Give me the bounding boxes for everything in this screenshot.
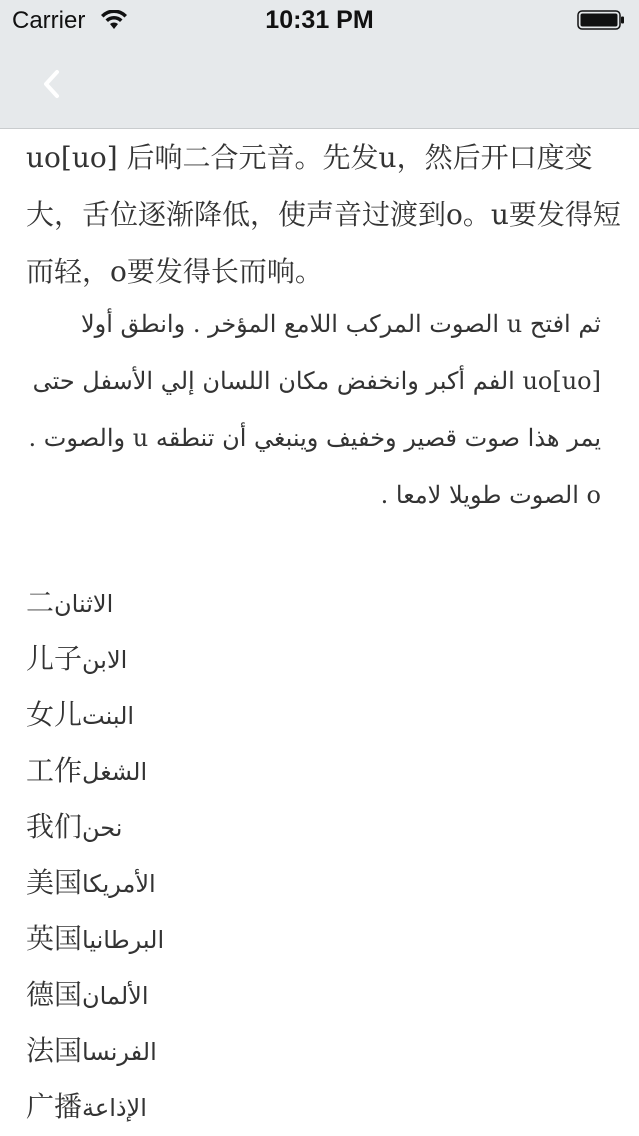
vocab-arabic: الفرنسا (82, 1038, 157, 1066)
vocab-item (26, 967, 149, 1023)
vocab-item (26, 911, 164, 967)
vocab-arabic: البرطانيا (82, 926, 165, 954)
chevron-left-icon (39, 68, 65, 100)
vocab-item (26, 1023, 157, 1079)
vocab-arabic: الشغل (82, 758, 148, 786)
vocab-chinese: 工作 (26, 754, 83, 787)
lesson-content (0, 129, 639, 1136)
vocab-chinese: 法国 (26, 1034, 83, 1067)
vocab-arabic: نحن (82, 814, 123, 842)
vocab-arabic: البنت (82, 702, 135, 730)
arabic-explanation: ثم افتح u الصوت المركب اللامع المؤخر . وانطق أولا [uo]uo الفم أكبر وانخفض مكان اللسان إلي الأسفل حتى يمر هذا صوت قصير وخفيف وينبغي أن تنطقه u والصوت . o الصوت طويلا لامعا . (28, 310, 601, 509)
status-bar (0, 0, 639, 40)
vocab-chinese: 女儿 (26, 698, 83, 731)
battery-icon (577, 10, 625, 30)
vocab-chinese: 二 (26, 586, 55, 619)
vocab-chinese: 美国 (26, 866, 83, 899)
vocab-item (26, 855, 156, 911)
back-button[interactable] (30, 62, 74, 106)
vocab-chinese: 广播 (26, 1090, 83, 1123)
vocab-arabic: الاثنان (54, 590, 114, 618)
vocab-chinese: 我们 (26, 810, 83, 843)
chinese-explanation: uo[uo] 后响二合元音。先发u，然后开口度变大，舌位逐渐降低，使声音过渡到o。u要发得短而轻，o要发得长而响。 (26, 141, 621, 288)
vocab-arabic: الابن (82, 646, 128, 674)
vocab-arabic: الألمان (82, 982, 149, 1010)
vocab-item (26, 1079, 147, 1135)
vocab-chinese: 德国 (26, 978, 83, 1011)
carrier-label: Carrier (12, 7, 86, 34)
vocab-arabic: الإذاعة (82, 1094, 147, 1122)
vocab-chinese: 英国 (26, 922, 83, 955)
vocab-item (26, 799, 122, 855)
navigation-bar (0, 40, 639, 129)
vocab-item (26, 743, 147, 799)
vocab-chinese: 儿子 (26, 642, 83, 675)
vocab-item (26, 687, 134, 743)
vocab-item (26, 575, 113, 631)
vocab-item (26, 631, 127, 687)
status-time: 10:31 PM (265, 6, 374, 34)
vocab-arabic: الأمريكا (82, 870, 156, 898)
